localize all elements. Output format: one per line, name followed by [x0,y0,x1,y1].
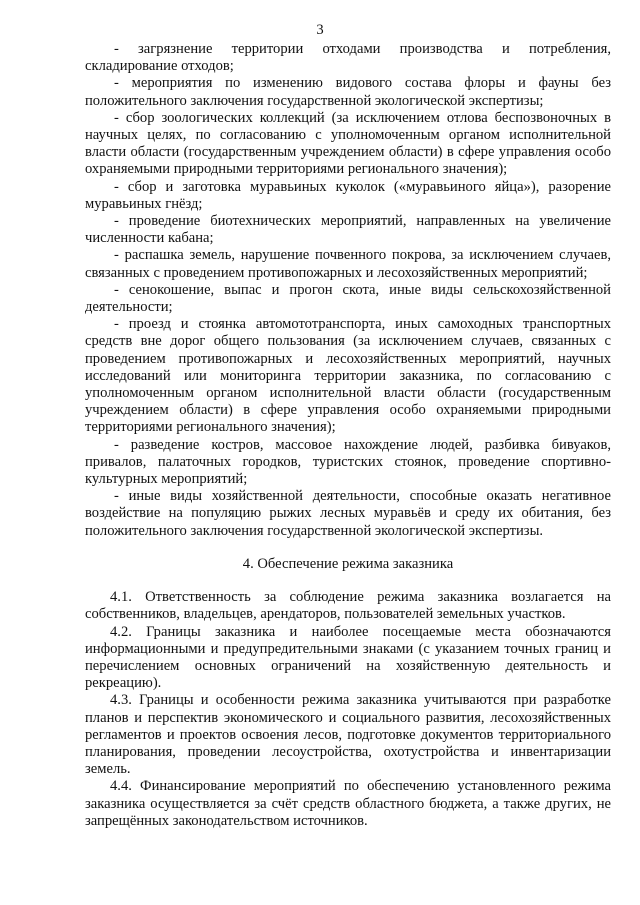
bullet-item: - иные виды хозяйственной деятельности, способные оказать негативное воздействие на популяцию рыжих лесных муравьёв и среду их обитания, без положительного заключения государственной экологической экспертизы. [85,488,611,539]
clause-4-1: 4.1. Ответственность за соблюдение режима заказника возлагается на собственников, владельцев, арендаторов, пользователей земельных участков. [85,589,611,623]
page-number: 3 [316,22,324,38]
clause-4-3: 4.3. Границы и особенности режима заказника учитываются при разработке планов и перспектив экономического и социального развития, лесохозяйственных регламентов и проектов освоения лесов, подготовке документов территориального планирования, проведении лесоустройства, охотустройства и инвентаризации земель. [85,692,611,778]
bullet-item: - мероприятия по изменению видового состава флоры и фауны без положительного заключения государственной экологической экспертизы; [85,75,611,109]
section-heading: 4. Обеспечение режима заказника [242,555,454,572]
bullet-item: - разведение костров, массовое нахождение людей, разбивка бивуаков, привалов, палаточных городков, туристских стоянок, проведение спортивно-культурных мероприятий; [85,436,611,488]
bullet-item: - распашка земель, нарушение почвенного покрова, за исключением случаев, связанных с проведением противопожарных и лесохозяйственных мероприятий; [85,247,611,281]
document-body [85,41,611,830]
bullet-item: - сбор и заготовка муравьиных куколок («муравьиного яйца»), разорение муравьиных гнёзд; [85,178,611,212]
bullet-item: - сбор зоологических коллекций (за исключением отлова беспозвоночных в научных целях, по согласованию с уполномоченным органом исполнительной власти области (государственным учреждением области) в сфере управления особо охраняемыми природными территориями регионального значения); [85,109,611,178]
clause-4-2: 4.2. Границы заказника и наиболее посещаемые места обозначаются информационными и предупредительными знаками (с указанием точных границ и перечислением основных ограничений на хозяйственную деятельность и рекреацию). [85,623,611,692]
bullet-item: - проезд и стоянка автомототранспорта, иных самоходных транспортных средств вне дорог общего пользования (за исключением случаев, связанных с проведением противопожарных и лесохозяйственных мероприятий, научных исследований или мониторинга территории заказника, по согласованию с уполномоченным органом исполнительной власти области (государственным учреждением области) в сфере управления особо охраняемыми природными территориями регионального значения); [85,316,611,436]
bullet-item: - загрязнение территории отходами производства и потребления, складирование отходов; [85,41,611,75]
bullet-item: - сенокошение, выпас и прогон скота, иные виды сельскохозяйственной деятельности; [85,281,611,316]
bullet-item: - проведение биотехнических мероприятий, направленных на увеличение численности кабана; [85,213,611,247]
clause-4-4: 4.4. Финансирование мероприятий по обеспечению установленного режима заказника осуществляется за счёт средств областного бюджета, а также других, не запрещённых законодательством источников. [85,778,611,829]
